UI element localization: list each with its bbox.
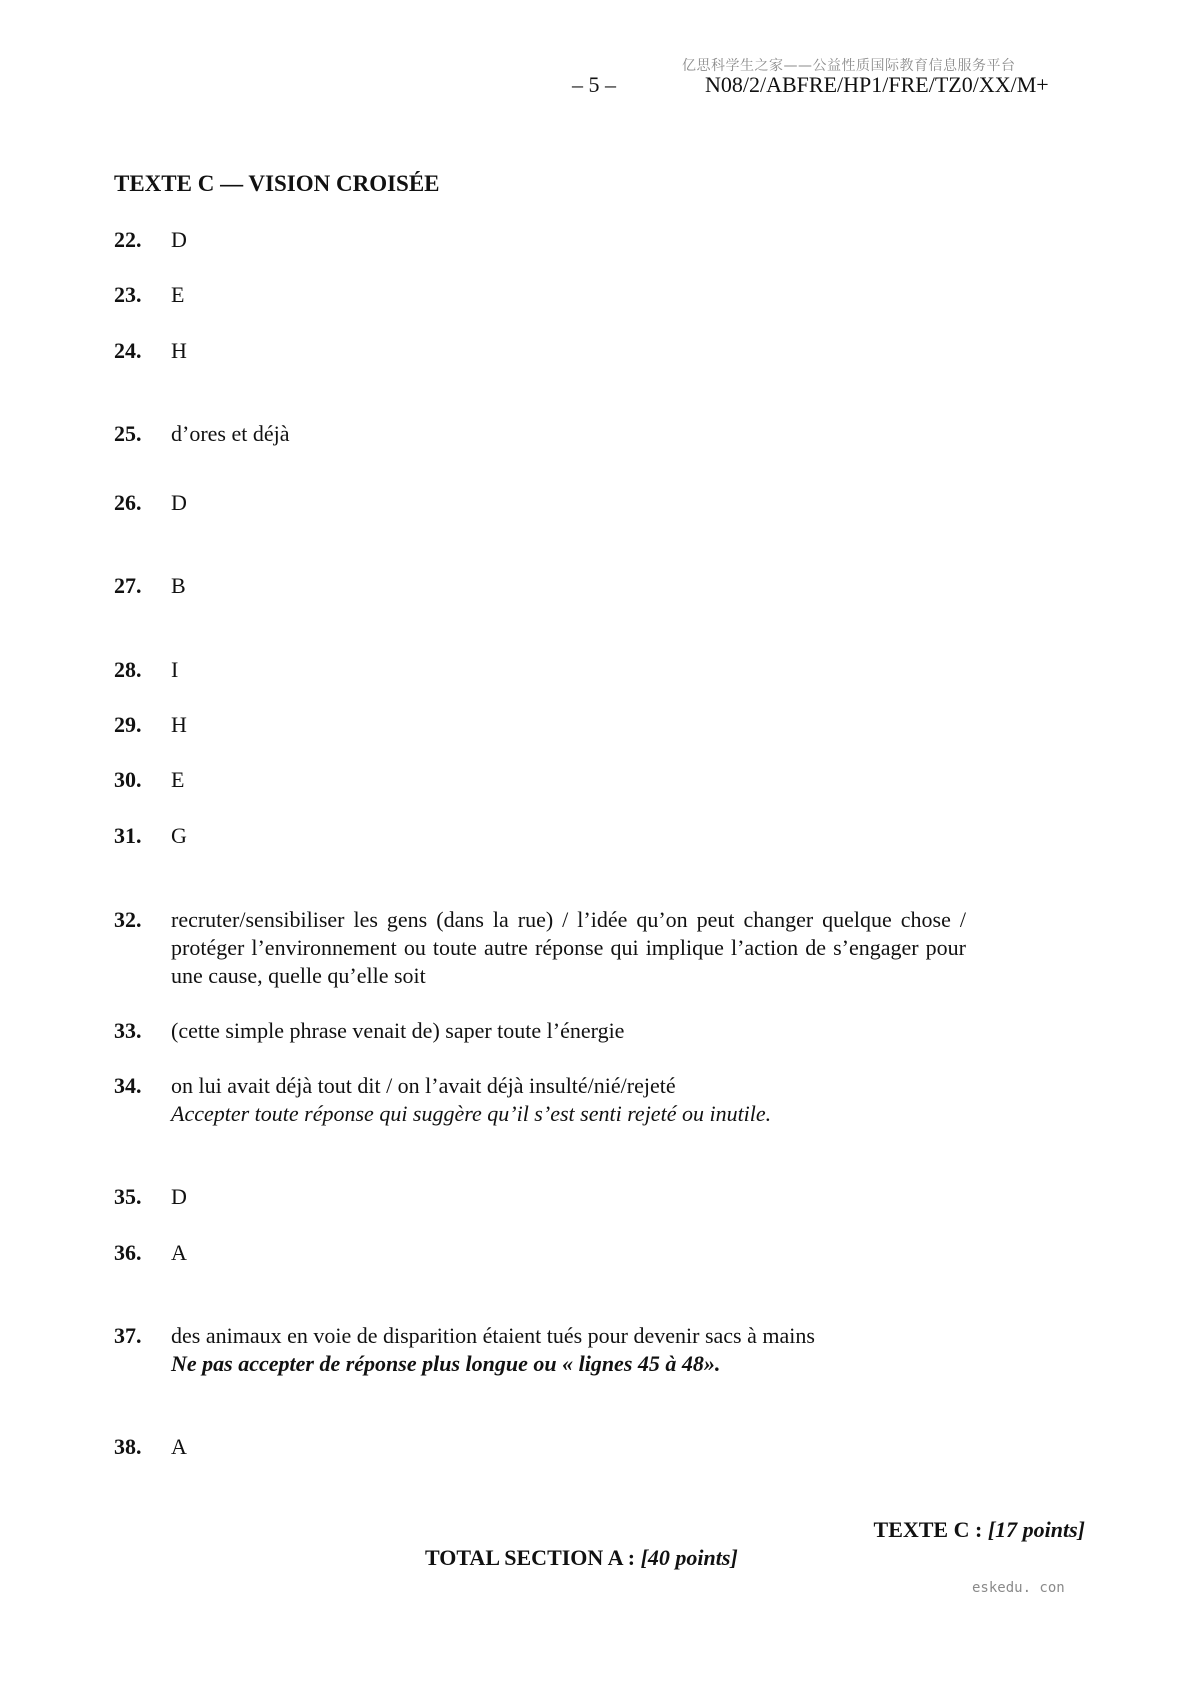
item-answer: des animaux en voie de disparition étaient tués pour devenir sacs à mains	[171, 1323, 815, 1348]
watermark-top: 亿思科学生之家——公益性质国际教育信息服务平台	[682, 58, 1016, 74]
item-number: 33.	[114, 1018, 142, 1043]
item-number: 25.	[114, 421, 142, 446]
total-label: TOTAL SECTION A :	[425, 1545, 636, 1570]
page-number: – 5 –	[572, 72, 616, 97]
answer-item-31	[114, 822, 974, 850]
answer-item-28	[114, 656, 974, 684]
item-number: 29.	[114, 712, 142, 737]
answer-item-30	[114, 766, 974, 794]
item-number: 37.	[114, 1323, 142, 1348]
item-answer: A	[171, 1434, 187, 1459]
answer-item-35	[114, 1183, 974, 1211]
score-label: TEXTE C :	[873, 1517, 983, 1542]
answer-item-38	[114, 1433, 974, 1461]
item-answer: A	[171, 1240, 187, 1265]
item-answer: d’ores et déjà	[171, 421, 290, 446]
item-number: 32.	[114, 907, 142, 932]
item-note: Ne pas accepter de réponse plus longue ou « lignes 45 à 48».	[171, 1351, 721, 1376]
item-number: 27.	[114, 573, 142, 598]
item-answer: B	[171, 573, 186, 598]
item-answer: recruter/sensibiliser les gens (dans la rue) / l’idée qu’on peut changer quelque chose / protéger l’environnement ou toute autre réponse qui implique l’action de s’engager pour une cause, quelle qu’elle soit	[171, 907, 966, 988]
item-answer: E	[171, 282, 185, 307]
answer-item-33	[114, 1017, 974, 1045]
item-answer: D	[171, 490, 187, 515]
item-number: 36.	[114, 1240, 142, 1265]
item-number: 26.	[114, 490, 142, 515]
item-number: 34.	[114, 1073, 142, 1098]
section-title: TEXTE C — VISION CROISÉE	[114, 171, 440, 196]
answer-item-36	[114, 1239, 974, 1267]
answer-item-25	[114, 420, 974, 448]
item-number: 31.	[114, 823, 142, 848]
total-value: [40 points]	[640, 1545, 738, 1570]
answer-item-34	[114, 1072, 974, 1128]
answer-item-32	[114, 906, 974, 990]
item-answer: D	[171, 227, 187, 252]
watermark-bottom: eskedu. con	[972, 1580, 1065, 1596]
item-answer: D	[171, 1184, 187, 1209]
answer-item-24	[114, 337, 974, 365]
answer-item-27	[114, 572, 974, 600]
item-note: Accepter toute réponse qui suggère qu’il s’est senti rejeté ou inutile.	[171, 1101, 772, 1126]
item-answer: G	[171, 823, 187, 848]
item-answer: I	[171, 657, 179, 682]
item-number: 35.	[114, 1184, 142, 1209]
item-number: 24.	[114, 338, 142, 363]
answer-item-22	[114, 226, 974, 254]
item-number: 23.	[114, 282, 142, 307]
answer-item-23	[114, 281, 974, 309]
item-answer: H	[171, 338, 187, 363]
answer-item-29	[114, 711, 974, 739]
section-score	[874, 1517, 1085, 1543]
total-score	[425, 1545, 738, 1571]
item-number: 30.	[114, 767, 142, 792]
item-answer: H	[171, 712, 187, 737]
item-answer: (cette simple phrase venait de) saper toute l’énergie	[171, 1018, 625, 1043]
answer-item-37	[114, 1322, 974, 1378]
document-reference: N08/2/ABFRE/HP1/FRE/TZ0/XX/M+	[705, 72, 1049, 97]
answer-item-26	[114, 489, 974, 517]
item-number: 38.	[114, 1434, 142, 1459]
item-answer: on lui avait déjà tout dit / on l’avait déjà insulté/nié/rejeté	[171, 1073, 676, 1098]
item-answer: E	[171, 767, 185, 792]
item-number: 28.	[114, 657, 142, 682]
score-value: [17 points]	[987, 1517, 1085, 1542]
item-number: 22.	[114, 227, 142, 252]
